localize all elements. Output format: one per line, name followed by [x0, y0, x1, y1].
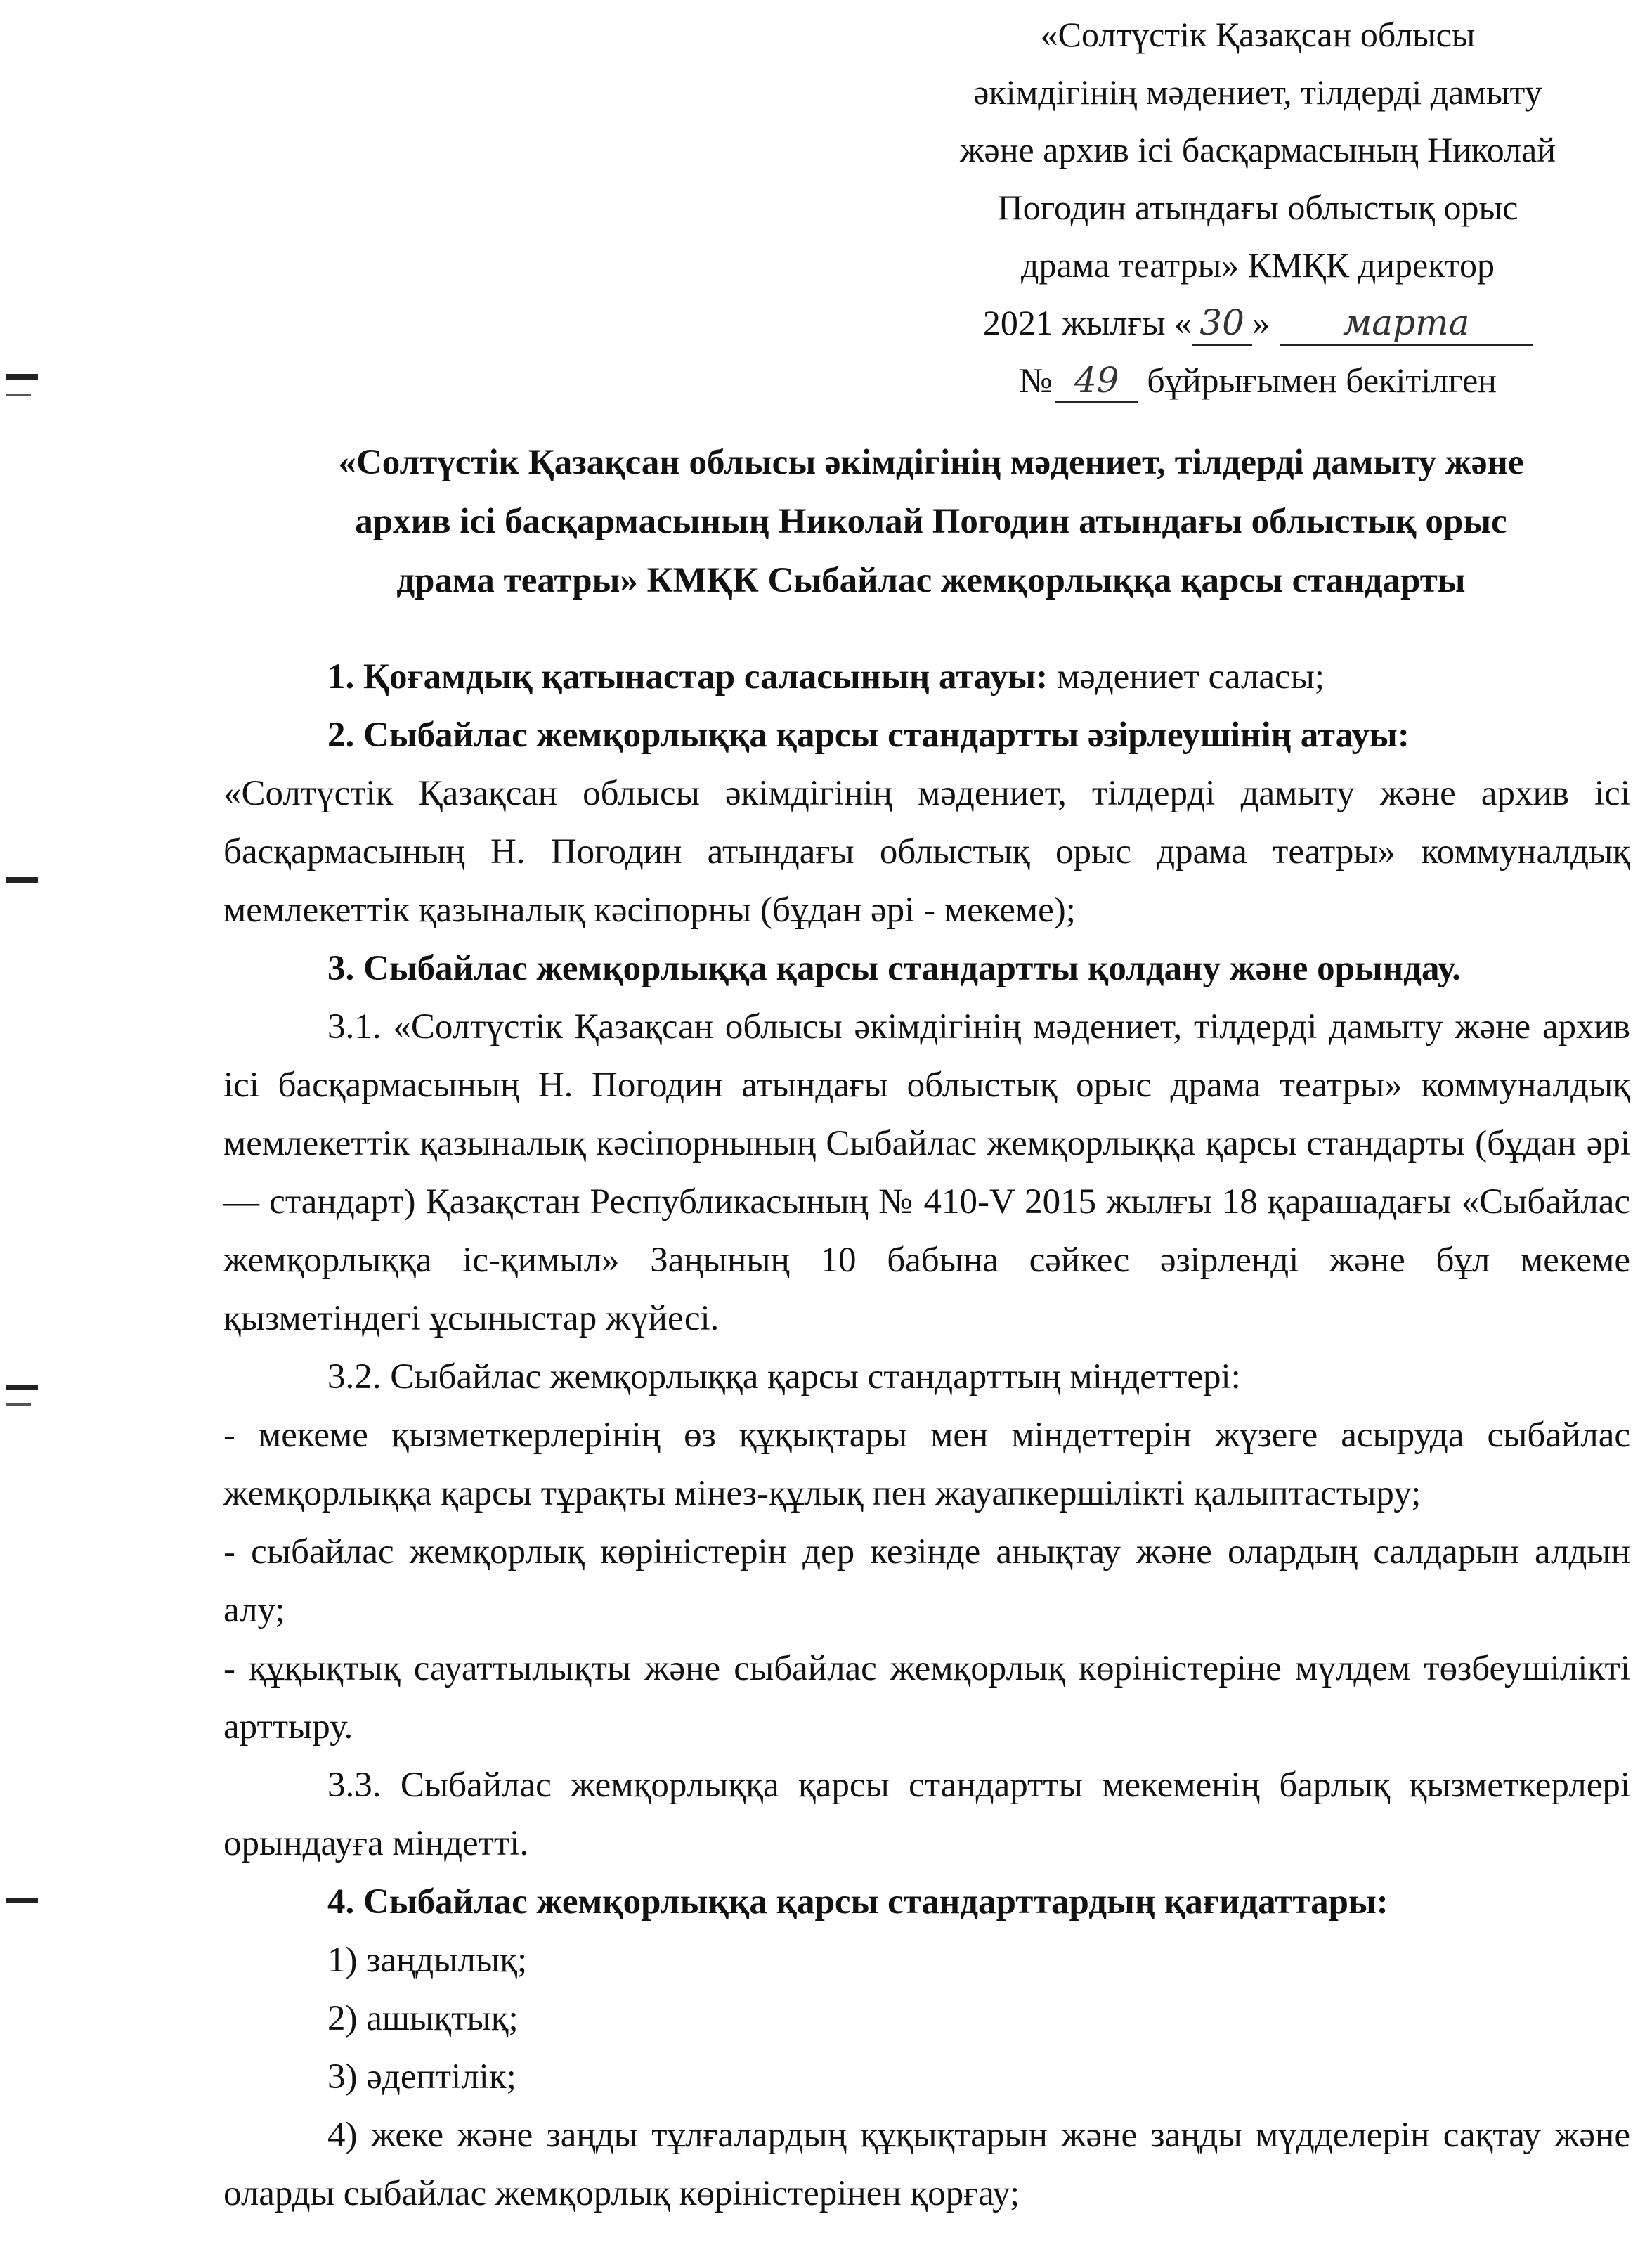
- section-2-text: «Солтүстік Қазақсан облысы әкімдігінің мәдениет, тілдерді дамыту және архив ісі басқармасының Н. Погодин атындағы облыстық орыс драма театры» коммуналдық мемлекеттік қазыналық кәсіпорны (бұдан әрі - мекеме);: [223, 774, 1630, 930]
- approval-line: драма театры» КМҚК директор: [1021, 245, 1495, 285]
- handwritten-day: 30: [1192, 302, 1252, 346]
- section-4-label: 4. Сыбайлас жемқорлыққа қарсы стандарттардың қағидаттары:: [327, 1882, 1388, 1922]
- approval-date-line: [906, 294, 1609, 351]
- approval-line: «Солтүстік Қазақсан облысы: [1040, 15, 1476, 54]
- title-line: «Солтүстік Қазақсан облысы әкімдігінің мәдениет, тілдерді дамыту және: [338, 443, 1524, 482]
- document-body: [223, 648, 1630, 2223]
- approval-line: әкімдігінің мәдениет, тілдерді дамыту: [973, 72, 1542, 112]
- section-1-text: мәдениет саласы;: [1048, 657, 1325, 697]
- section-3-label: 3. Сыбайлас жемқорлыққа қарсы стандартты қолдану және орындау.: [327, 949, 1462, 988]
- section-3-heading: [223, 940, 1630, 998]
- approval-line: және архив ісі басқармасының Николай: [959, 130, 1556, 169]
- approval-order-line: [906, 351, 1609, 409]
- list-item: 3) әдептілік;: [327, 2057, 516, 2097]
- scan-artifact: [6, 394, 31, 396]
- order-suffix: бұйрығымен бекітілген: [1147, 361, 1497, 400]
- date-prefix: 2021 жылғы «: [982, 303, 1192, 342]
- list-item: 4) жеке және заңды тұлғалардың құқықтарын және заңды мүдделерін сақтау және оларды сыбайлас жемқорлық көріністерінен қорғау;: [223, 2116, 1630, 2213]
- title-line: драма театры» КМҚК Сыбайлас жемқорлыққа қарсы стандарты: [396, 561, 1466, 600]
- title-line: архив ісі басқармасының Николай Погодин атындағы облыстық орыс: [355, 502, 1507, 541]
- list-item: - құқықтық сауаттылықты және сыбайлас жемқорлық көріністеріне мүлдем төзбеушілікті арттыру.: [223, 1649, 1630, 1747]
- section-1: [223, 648, 1630, 706]
- scan-artifact: [6, 1898, 38, 1903]
- scan-artifact: [6, 374, 38, 380]
- approval-block: [906, 6, 1609, 409]
- section-3-1: 3.1. «Солтүстік Қазақсан облысы әкімдігінің мәдениет, тілдерді дамыту және архив ісі басқармасының Н. Погодин атындағы облыстық орыс драма театры» коммуналдық мемлекеттік қазыналық кәсіпорнының Сыбайлас жемқорлыққа қарсы стандарты (бұдан әрі — стандарт) Қазақстан Республикасының № 410-V 2015 жылғы 18 қарашадағы «Сыбайлас жемқорлыққа іс-қимыл» Заңының 10 бабына сәйкес әзірленді және бұл мекеме қызметіндегі ұсыныстар жүйесі.: [223, 1007, 1630, 1338]
- date-mid: »: [1252, 303, 1270, 342]
- document-title: [232, 433, 1630, 610]
- handwritten-order-number: 49: [1055, 359, 1138, 403]
- section-3-3: 3.3. Сыбайлас жемқорлыққа қарсы стандартты мекеменің барлық қызметкерлері орындауға міндетті.: [223, 1766, 1630, 1863]
- section-4-heading: [223, 1873, 1630, 1931]
- handwritten-month: марта: [1280, 302, 1533, 346]
- scan-artifact: [6, 1385, 38, 1390]
- section-1-label: 1. Қоғамдық қатынастар саласының атауы:: [327, 657, 1048, 697]
- list-item: - мекеме қызметкерлерінің өз құқықтары мен міндеттерін жүзеге асыруда сыбайлас жемқорлыққа қарсы тұрақты мінез-құлық пен жауапкершілікті қалыптастыру;: [223, 1416, 1630, 1513]
- list-item: - сыбайлас жемқорлық көріністерін дер кезінде анықтау және олардың салдарын алдын алу;: [223, 1532, 1630, 1630]
- scan-artifact: [6, 877, 38, 883]
- list-item: 1) заңдылық;: [327, 1941, 528, 1980]
- section-2-label: 2. Сыбайлас жемқорлыққа қарсы стандартты әзірлеушінің атауы:: [327, 715, 1410, 755]
- approval-line: Погодин атындағы облыстық орыс: [997, 188, 1518, 227]
- scan-artifact: [6, 1403, 31, 1406]
- section-2-heading: [223, 706, 1630, 765]
- list-item: 2) ашықтық;: [327, 1999, 519, 2038]
- section-3-2: 3.2. Сыбайлас жемқорлыққа қарсы стандарттың міндеттері:: [327, 1357, 1241, 1397]
- order-prefix: №: [1019, 361, 1053, 400]
